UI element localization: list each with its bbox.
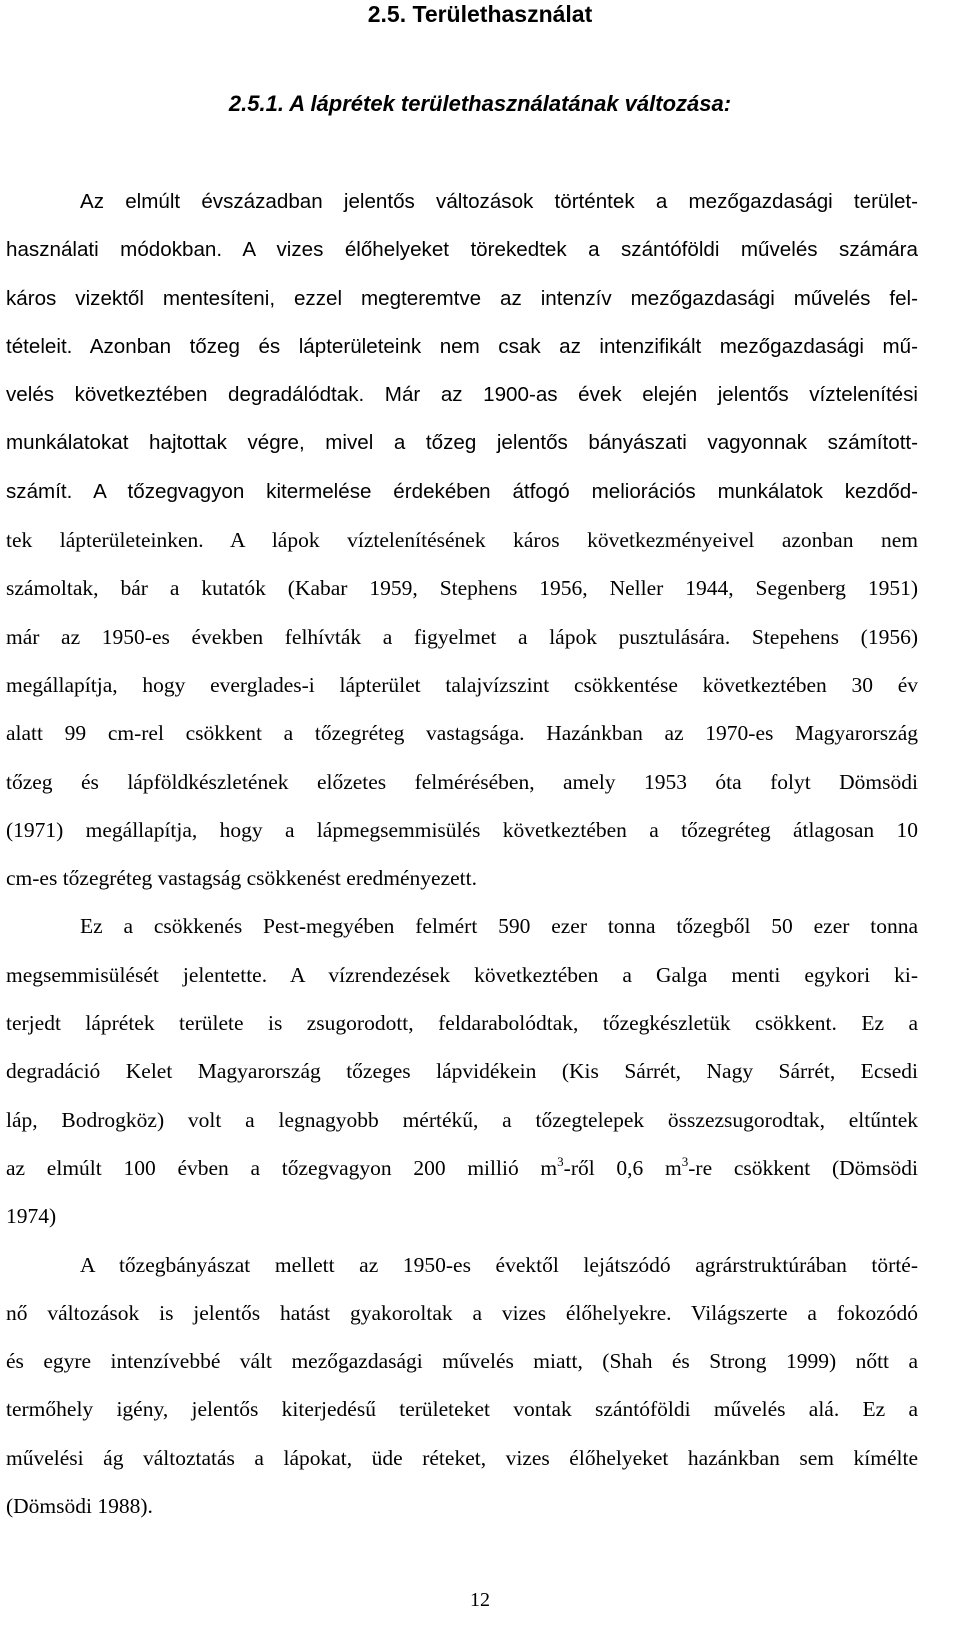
text-line: káros vizektől mentesíteni, ezzel megteremtve az intenzív mezőgazdasági művelés fel- [6, 286, 918, 310]
text-line: Az elmúlt évszázadban jelentős változások történtek a mezőgazdasági terület- [80, 190, 918, 213]
text-line: (Dömsödi 1988). [6, 1494, 153, 1519]
text-line: tőzeg és lápföldkészletének előzetes felmérésében, amely 1953 óta folyt Dömsödi [6, 769, 918, 794]
text-line: (1971) megállapítja, hogy a lápmegsemmisülés következtében a tőzegréteg átlagosan 10 [6, 817, 918, 842]
text-line: termőhely igény, jelentős kiterjedésű területeket vontak szántóföldi művelés alá. Ez a [6, 1397, 918, 1422]
text-line: számoltak, bár a kutatók (Kabar 1959, Stephens 1956, Neller 1944, Segenberg 1951) [6, 576, 918, 601]
subsection-title: 2.5.1. A láprétek területhasználatának változása: [228, 91, 732, 116]
text-line: A tőzegbányászat mellett az 1950-es évektől lejátszódó agrárstruktúrában törté- [80, 1252, 918, 1277]
text-line: megsemmisülését jelentette. A vízrendezések következtében a Galga menti egykori ki- [6, 962, 918, 987]
text-line: 1974) [6, 1204, 57, 1229]
text-line [6, 1144, 918, 1192]
text-line: művelési ág változtatás a lápokat, üde réteket, vizes élőhelyeket hazánkban sem kímélte [6, 1445, 918, 1470]
text-line: már az 1950-es években felhívták a figyelmet a lápok pusztulására. Stepehens (1956) [6, 624, 918, 649]
text-line: cm-es tőzegréteg vastagság csökkenést eredményezett. [6, 866, 477, 891]
text-line: munkálatokat hajtottak végre, mivel a tőzeg jelentős bányászati vagyonnak számított- [6, 431, 918, 455]
text-line: nő változások is jelentős hatást gyakoroltak a vizes élőhelyekre. Világszerte a fokozódó [6, 1300, 918, 1325]
page-number: 12 [470, 1589, 490, 1611]
superscript: 3 [557, 1153, 564, 1169]
text-line: tételeit. Azonban tőzeg és lápterületeink nem csak az intenzifikált mezőgazdasági mű- [6, 334, 918, 358]
text-line: Ez a csökkenés Pest-megyében felmért 590 ezer tonna tőzegből 50 ezer tonna [80, 914, 918, 939]
text-segment: -re csökkent (Dömsödi [688, 1155, 918, 1180]
text-line: számít. A tőzegvagyon kitermelése érdekében átfogó meliorációs munkálatok kezdőd- [6, 479, 918, 503]
text-line: alatt 99 cm-rel csökkent a tőzegréteg vastagsága. Hazánkban az 1970-es Magyarország [6, 721, 918, 746]
text-segment: -ről 0,6 m [563, 1155, 682, 1180]
text-line: tek lápterületeinken. A lápok víztelenítésének káros következményeivel azonban nem [6, 528, 918, 553]
superscript: 3 [681, 1153, 689, 1169]
text-line: használati módokban. A vizes élőhelyeket törekedtek a szántóföldi művelés számára [6, 238, 918, 262]
text-line: és egyre intenzívebbé vált mezőgazdasági művelés miatt, (Shah és Strong 1999) nőtt a [6, 1349, 918, 1374]
body-text [6, 178, 918, 1530]
text-segment: az elmúlt 100 évben a tőzegvagyon 200 millió m [6, 1155, 558, 1180]
text-line: terjedt láprétek területe is zsugorodott, feldarabolódtak, tőzegkészletük csökkent. Ez a [6, 1011, 918, 1036]
section-title: 2.5. Területhasználat [367, 1, 593, 27]
text-line: megállapítja, hogy everglades-i lápterület talajvízszint csökkentése következtében 30 év [6, 672, 918, 697]
text-line: láp, Bodrogköz) volt a legnagyobb mértékű, a tőzegtelepek összezsugorodtak, eltűntek [6, 1107, 918, 1132]
text-line: velés következtében degradálódtak. Már az 1900-as évek elején jelentős víztelenítési [6, 383, 918, 407]
text-line: degradáció Kelet Magyarország tőzeges lápvidékein (Kis Sárrét, Nagy Sárrét, Ecsedi [6, 1059, 918, 1084]
